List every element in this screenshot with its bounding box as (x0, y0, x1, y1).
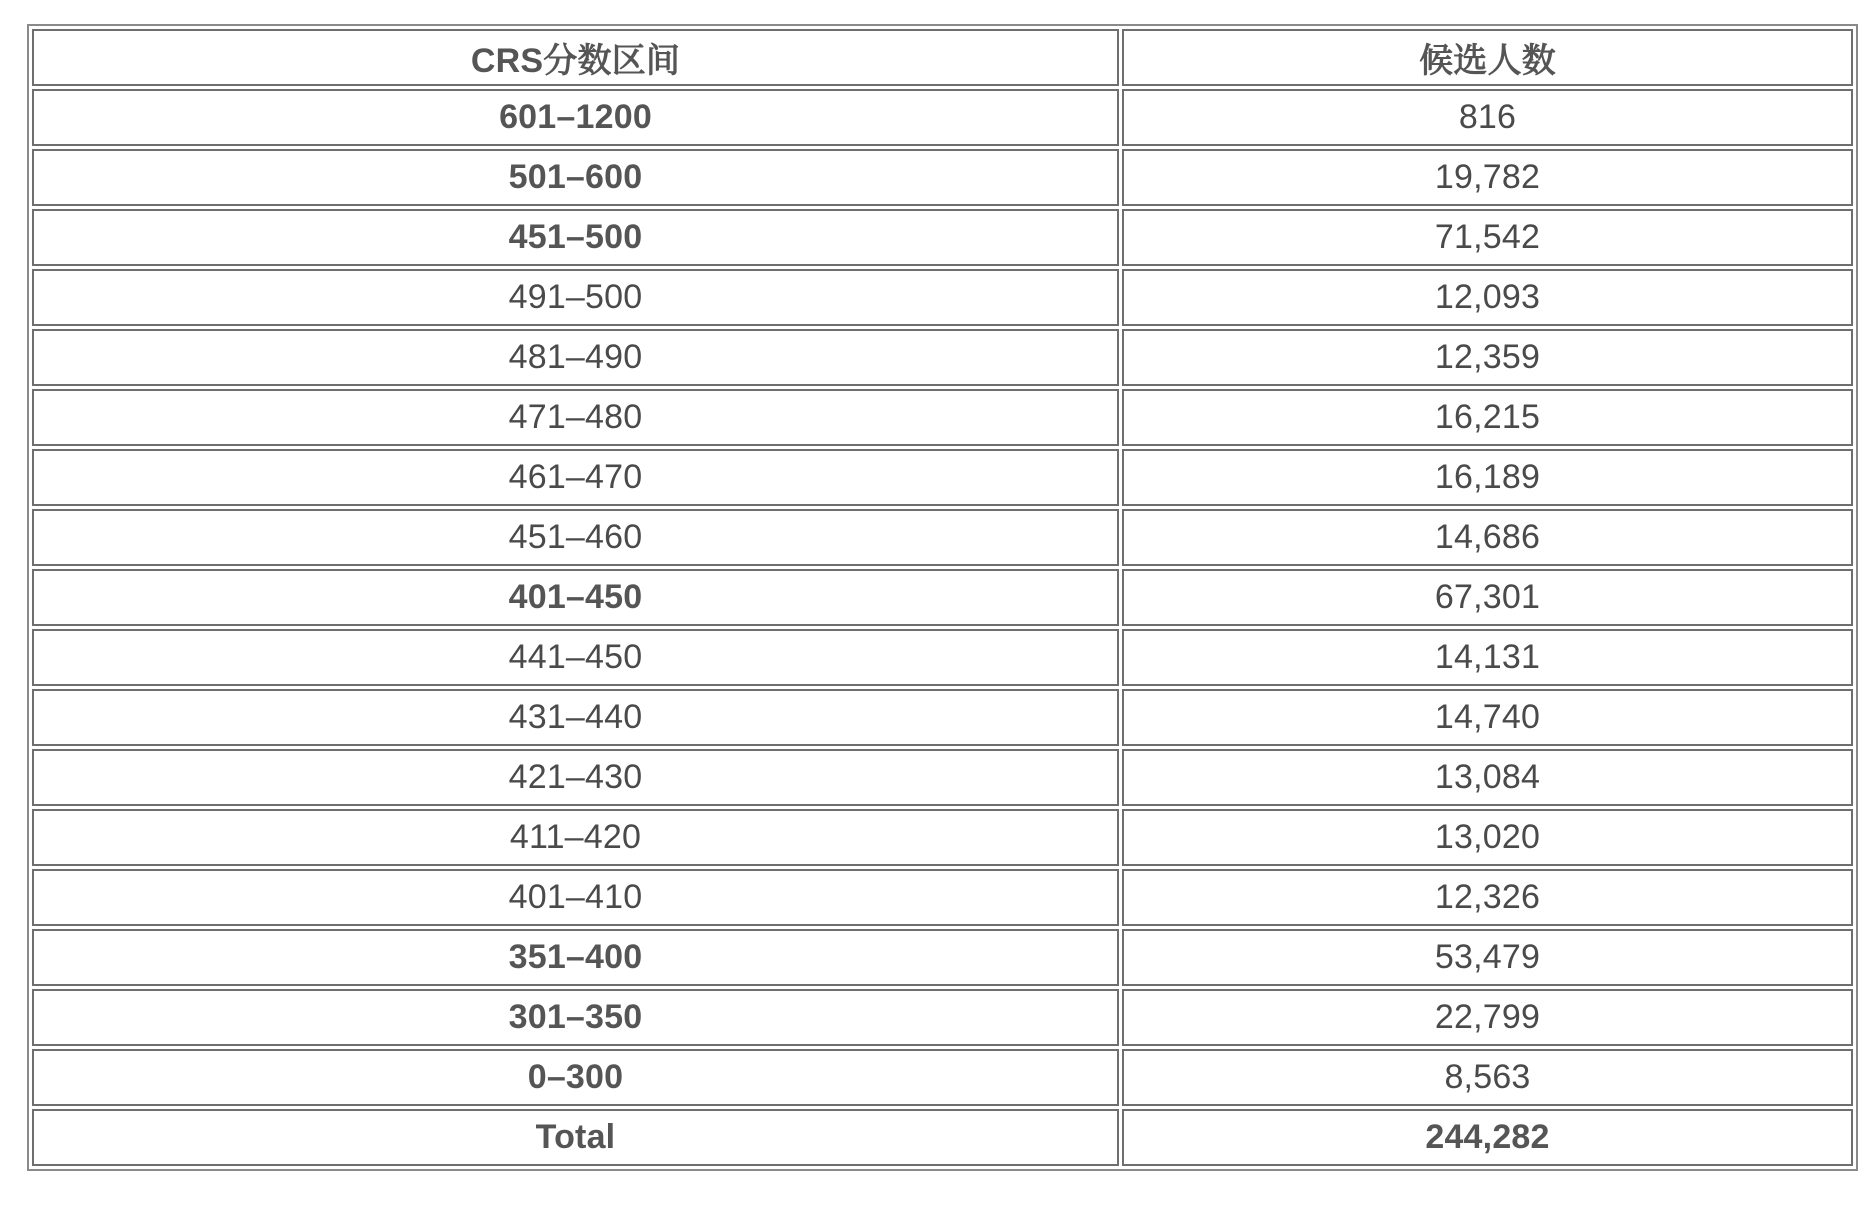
table-row (32, 269, 1853, 326)
candidate-count-cell: 12,326 (1122, 869, 1853, 926)
table-row (32, 629, 1853, 686)
table-row (32, 89, 1853, 146)
table-row (32, 329, 1853, 386)
score-range-cell: 461–470 (32, 449, 1119, 506)
table-row (32, 929, 1853, 986)
table-row (32, 869, 1853, 926)
score-range-cell: 301–350 (32, 989, 1119, 1046)
candidate-count-cell: 22,799 (1122, 989, 1853, 1046)
score-range-cell: 421–430 (32, 749, 1119, 806)
candidate-count-cell: 16,215 (1122, 389, 1853, 446)
candidate-count-cell: 53,479 (1122, 929, 1853, 986)
candidate-count-cell: 8,563 (1122, 1049, 1853, 1106)
table-row (32, 689, 1853, 746)
score-range-cell: 451–500 (32, 209, 1119, 266)
candidate-count-cell: 14,740 (1122, 689, 1853, 746)
crs-score-table (27, 24, 1858, 1171)
header-score-range: CRS分数区间 (32, 29, 1119, 86)
score-range-cell: 451–460 (32, 509, 1119, 566)
candidate-count-cell: 16,189 (1122, 449, 1853, 506)
candidate-count-cell: 71,542 (1122, 209, 1853, 266)
candidate-count-cell: 13,020 (1122, 809, 1853, 866)
score-range-cell: 401–450 (32, 569, 1119, 626)
crs-score-table-container (27, 24, 1855, 1171)
candidate-count-cell: 12,093 (1122, 269, 1853, 326)
table-row (32, 449, 1853, 506)
score-range-cell: 411–420 (32, 809, 1119, 866)
score-range-cell: 441–450 (32, 629, 1119, 686)
table-header-row (32, 29, 1853, 86)
table-row (32, 809, 1853, 866)
candidate-count-cell: 19,782 (1122, 149, 1853, 206)
candidate-count-cell: 14,131 (1122, 629, 1853, 686)
table-row (32, 509, 1853, 566)
score-range-cell: 471–480 (32, 389, 1119, 446)
score-range-cell: Total (32, 1109, 1119, 1166)
score-range-cell: 481–490 (32, 329, 1119, 386)
candidate-count-cell: 14,686 (1122, 509, 1853, 566)
table-row (32, 389, 1853, 446)
candidate-count-cell: 244,282 (1122, 1109, 1853, 1166)
table-row (32, 989, 1853, 1046)
score-range-cell: 501–600 (32, 149, 1119, 206)
candidate-count-cell: 816 (1122, 89, 1853, 146)
score-range-cell: 431–440 (32, 689, 1119, 746)
candidate-count-cell: 13,084 (1122, 749, 1853, 806)
score-range-cell: 601–1200 (32, 89, 1119, 146)
table-body (32, 89, 1853, 1166)
table-row (32, 209, 1853, 266)
candidate-count-cell: 67,301 (1122, 569, 1853, 626)
score-range-cell: 401–410 (32, 869, 1119, 926)
score-range-cell: 491–500 (32, 269, 1119, 326)
candidate-count-cell: 12,359 (1122, 329, 1853, 386)
score-range-cell: 0–300 (32, 1049, 1119, 1106)
score-range-cell: 351–400 (32, 929, 1119, 986)
table-total-row (32, 1109, 1853, 1166)
table-row (32, 749, 1853, 806)
table-row (32, 1049, 1853, 1106)
header-candidate-count: 候选人数 (1122, 29, 1853, 86)
table-row (32, 149, 1853, 206)
table-row (32, 569, 1853, 626)
